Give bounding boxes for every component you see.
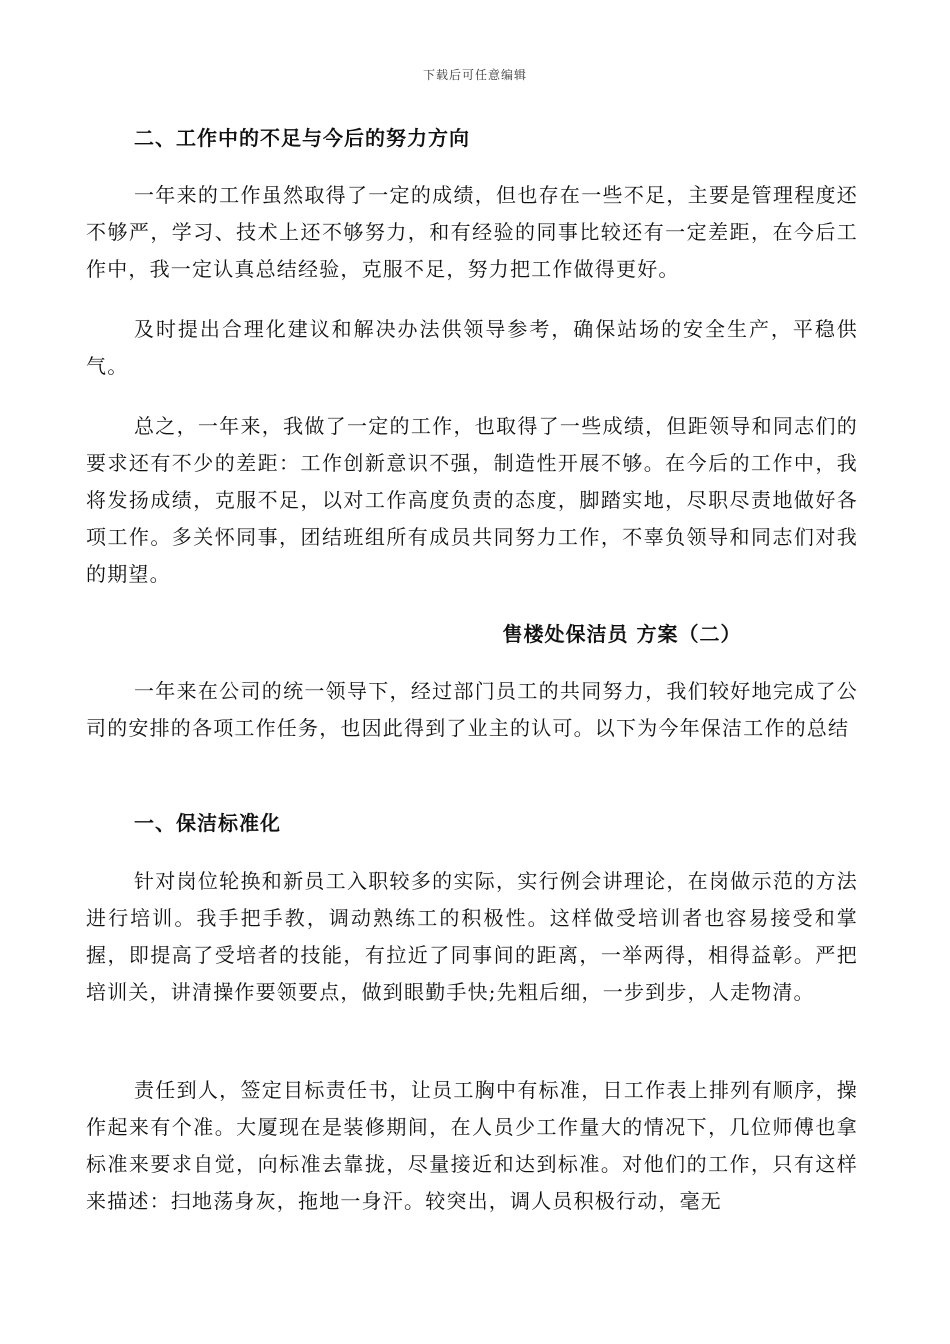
section-heading-two: 二、工作中的不足与今后的努力方向 — [134, 126, 470, 150]
paragraph-conclusion: 总之，一年来，我做了一定的工作，也取得了一些成绩，但距领导和同志们的要求还有不少的差距：工作创新意识不强，制造性开展不够。在今后的工作中，我将发扬成绩，克服不足，以对工作高度负责的态度，脚踏实地，尽职尽责地做好各项工作。多关怀同事，团结班组所有成员共同努力工作，不辜负领导和同志们对我的期望。 — [86, 414, 858, 586]
document-title-two: 售楼处保洁员 方案（二） — [502, 622, 742, 646]
paragraph-intro: 一年来在公司的统一领导下，经过部门员工的共同努力，我们较好地完成了公司的安排的各项工作任务，也因此得到了业主的认可。以下为今年保洁工作的总结 — [86, 679, 858, 740]
header-note: 下载后可任意编辑 — [422, 68, 527, 82]
paragraph-training: 针对岗位轮换和新员工入职较多的实际，实行例会讲理论，在岗做示范的方法进行培训。我手把手教，调动熟练工的积极性。这样做受培训者也容易接受和掌握，即提高了受培者的技能，有拉近了同事间的距离，一举两得，相得益彰。严把培训关，讲清操作要领要点，做到眼勤手快;先粗后细，一步到步，人走物清。 — [86, 869, 858, 1004]
paragraph-suggestions: 及时提出合理化建议和解决办法供领导参考，确保站场的安全生产，平稳供气。 — [86, 317, 858, 378]
paragraph-shortcomings: 一年来的工作虽然取得了一定的成绩，但也存在一些不足，主要是管理程度还不够严，学习、技术上还不够努力，和有经验的同事比较还有一定差距，在今后工作中，我一定认真总结经验，克服不足，努力把工作做得更好。 — [86, 183, 858, 281]
section-heading-one: 一、保洁标准化 — [134, 811, 281, 835]
paragraph-responsibility: 责任到人，签定目标责任书，让员工胸中有标准，日工作表上排列有顺序，操作起来有个准。大厦现在是装修期间，在人员少工作量大的情况下，几位师傅也拿标准来要求自觉，向标准去靠拢，尽量接近和达到标准。对他们的工作，只有这样来描述：扫地荡身灰，拖地一身汗。较突出，调人员积极行动，毫无 — [86, 1078, 858, 1213]
